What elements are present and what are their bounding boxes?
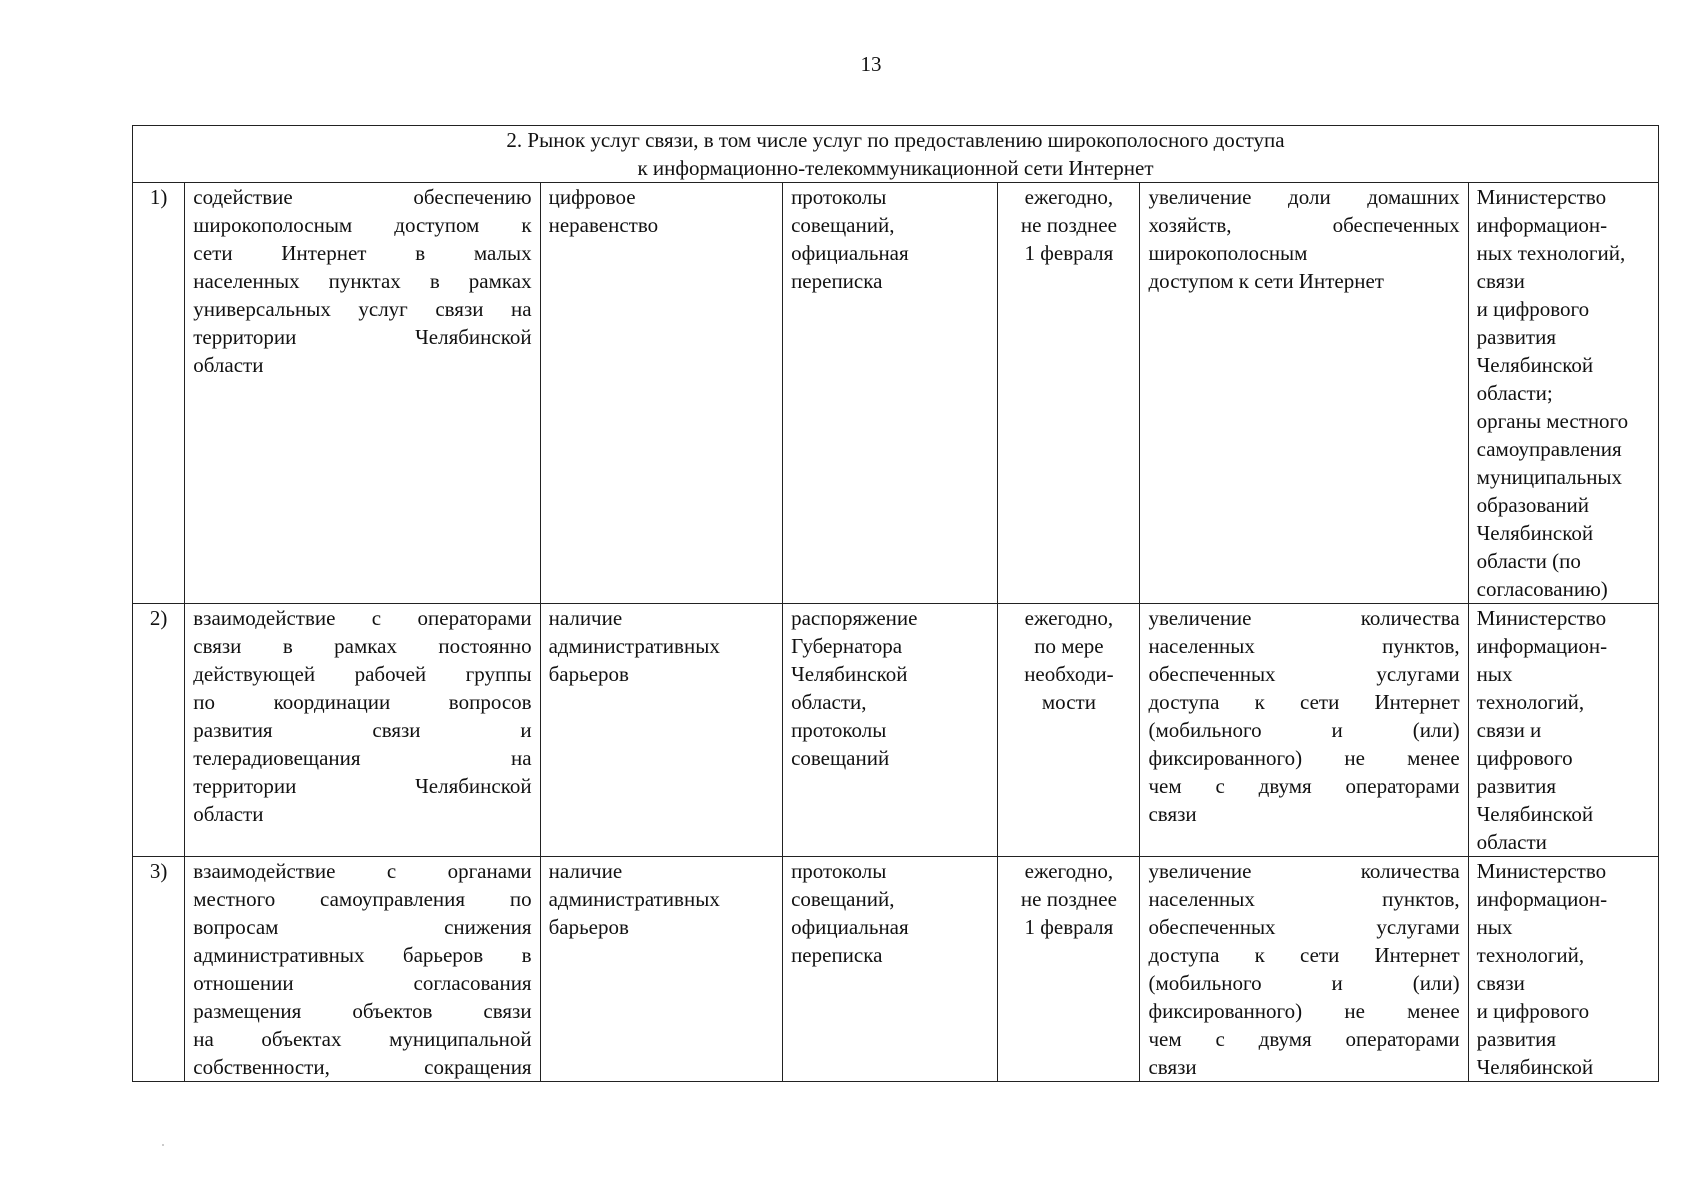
cell-line: фиксированного) не менее — [1148, 999, 1460, 1023]
cell-line: органы местного — [1476, 409, 1629, 433]
cell-line: фиксированного) не менее — [1148, 746, 1460, 770]
cell-line: и цифрового — [1476, 999, 1590, 1023]
cell-line: Челябинской — [1476, 353, 1594, 377]
action-cell — [185, 604, 540, 857]
cell-line: наличие — [548, 606, 623, 630]
cell-line: информацион- — [1476, 213, 1608, 237]
cell-line: протоколы — [791, 718, 887, 742]
period-cell — [998, 604, 1140, 857]
row-number-cell: 3) — [133, 857, 185, 1082]
cell-line: Челябинской — [1476, 1055, 1594, 1079]
cell-line: обеспеченных услугами — [1148, 915, 1460, 939]
cell-line: переписка — [791, 269, 883, 293]
cell-line: населенных пунктов, — [1148, 634, 1460, 658]
cell-line: по координации вопросов — [193, 690, 532, 714]
cell-line: области — [193, 802, 264, 826]
cell-line: доступа к сети Интернет — [1148, 943, 1460, 967]
action-cell — [185, 183, 540, 604]
cell-line: 1 февраля — [1024, 915, 1114, 939]
cell-line: технологий, — [1476, 690, 1585, 714]
cell-line: по мере — [1034, 634, 1104, 658]
cell-line: совещаний — [791, 746, 890, 770]
cell-line: действующей рабочей группы — [193, 662, 532, 686]
cell-line: связи в рамках постоянно — [193, 634, 532, 658]
responsible-cell — [1468, 604, 1658, 857]
cell-line: переписка — [791, 943, 883, 967]
cell-line: взаимодействие с операторами — [193, 606, 532, 630]
cell-line: неравенство — [548, 213, 659, 237]
cell-line: телерадиовещания на — [193, 746, 532, 770]
result-cell — [1140, 857, 1468, 1082]
cell-line: собственности, сокращения — [193, 1055, 532, 1079]
cell-line: муниципальных — [1476, 465, 1623, 489]
scan-speck — [162, 1144, 164, 1146]
problem-cell — [540, 604, 782, 857]
section-title — [133, 126, 1659, 183]
cell-line: образований — [1476, 493, 1590, 517]
cell-line: Челябинской — [1476, 521, 1594, 545]
cell-line: содействие обеспечению — [193, 185, 532, 209]
cell-line: развития — [1476, 1027, 1557, 1051]
cell-line: связи — [1476, 269, 1525, 293]
table-row — [133, 183, 1659, 604]
cell-line: ных — [1476, 915, 1513, 939]
measures-table — [132, 125, 1659, 1082]
cell-line: Челябинской — [1476, 802, 1594, 826]
cell-line: чем с двумя операторами — [1148, 1027, 1460, 1051]
cell-line: связи и — [1476, 718, 1542, 742]
cell-line: развития связи и — [193, 718, 532, 742]
cell-line: цифрового — [1476, 746, 1573, 770]
cell-line: не позднее — [1020, 887, 1117, 911]
table-row — [133, 604, 1659, 857]
cell-line: барьеров — [548, 915, 629, 939]
cell-line: широкополосным — [1148, 241, 1308, 265]
cell-line: развития — [1476, 325, 1557, 349]
cell-line: территории Челябинской — [193, 325, 532, 349]
cell-line: увеличение количества — [1148, 606, 1460, 630]
cell-line: официальная — [791, 915, 909, 939]
cell-line: (мобильного и (или) — [1148, 718, 1460, 742]
result-cell — [1140, 183, 1468, 604]
cell-line: ных технологий, — [1476, 241, 1626, 265]
cell-line: связи — [1148, 802, 1197, 826]
cell-line: области (по — [1476, 549, 1581, 573]
cell-line: самоуправления — [1476, 437, 1622, 461]
cell-line: взаимодействие с органами — [193, 859, 532, 883]
cell-line: наличие — [548, 859, 623, 883]
cell-line: связи — [1148, 1055, 1197, 1079]
cell-line: увеличение доли домашних — [1148, 185, 1460, 209]
cell-line: согласованию) — [1476, 577, 1608, 601]
cell-line: информацион- — [1476, 634, 1608, 658]
cell-line: обеспеченных услугами — [1148, 662, 1460, 686]
cell-line: области; — [1476, 381, 1553, 405]
cell-line: хозяйств, обеспеченных — [1148, 213, 1460, 237]
cell-line: области — [193, 353, 264, 377]
section-header-row — [133, 126, 1659, 183]
cell-line: размещения объектов связи — [193, 999, 532, 1023]
cell-line: доступом к сети Интернет — [1148, 269, 1384, 293]
cell-line: местного самоуправления по — [193, 887, 532, 911]
cell-line: Губернатора — [791, 634, 903, 658]
cell-line: и цифрового — [1476, 297, 1590, 321]
table-row — [133, 857, 1659, 1082]
action-cell — [185, 857, 540, 1082]
cell-line: административных барьеров в — [193, 943, 532, 967]
cell-line: широкополосным доступом к — [193, 213, 532, 237]
cell-line: доступа к сети Интернет — [1148, 690, 1460, 714]
row-number-cell: 2) — [133, 604, 185, 857]
cell-line: 1 февраля — [1024, 241, 1114, 265]
cell-line: информацион- — [1476, 887, 1608, 911]
cell-line: чем с двумя операторами — [1148, 774, 1460, 798]
cell-line: области, — [791, 690, 867, 714]
cell-line: ных — [1476, 662, 1513, 686]
cell-line: цифровое — [548, 185, 636, 209]
result-cell — [1140, 604, 1468, 857]
responsible-cell — [1468, 183, 1658, 604]
cell-line: (мобильного и (или) — [1148, 971, 1460, 995]
cell-line: распоряжение — [791, 606, 918, 630]
cell-line: увеличение количества — [1148, 859, 1460, 883]
cell-line: связи — [1476, 971, 1525, 995]
cell-line: области — [1476, 830, 1547, 854]
document-cell — [783, 857, 998, 1082]
cell-line: не позднее — [1020, 213, 1117, 237]
problem-cell — [540, 857, 782, 1082]
cell-line: вопросам снижения — [193, 915, 532, 939]
cell-line: протоколы — [791, 859, 887, 883]
period-cell — [998, 857, 1140, 1082]
cell-line: универсальных услуг связи на — [193, 297, 532, 321]
row-number-cell: 1) — [133, 183, 185, 604]
responsible-cell — [1468, 857, 1658, 1082]
cell-line: сети Интернет в малых — [193, 241, 532, 265]
cell-line: совещаний, — [791, 887, 895, 911]
cell-line: административных — [548, 887, 720, 911]
period-cell — [998, 183, 1140, 604]
cell-line: на объектах муниципальной — [193, 1027, 532, 1051]
cell-line: населенных пунктов, — [1148, 887, 1460, 911]
cell-line: Министерство — [1476, 185, 1607, 209]
cell-line: населенных пунктах в рамках — [193, 269, 532, 293]
cell-line: административных — [548, 634, 720, 658]
cell-line: ежегодно, — [1024, 185, 1114, 209]
document-cell — [783, 183, 998, 604]
cell-line: мости — [1041, 690, 1096, 714]
cell-line: барьеров — [548, 662, 629, 686]
cell-line: территории Челябинской — [193, 774, 532, 798]
cell-line: протоколы — [791, 185, 887, 209]
cell-line: необходи- — [1024, 662, 1114, 686]
section-title-line: 2. Рынок услуг связи, в том числе услуг по предоставлению широкополосного доступа — [506, 128, 1285, 152]
problem-cell — [540, 183, 782, 604]
cell-line: ежегодно, — [1024, 606, 1114, 630]
cell-line: развития — [1476, 774, 1557, 798]
section-title-line: к информационно-телекоммуникационной сети Интернет — [637, 156, 1154, 180]
cell-line: официальная — [791, 241, 909, 265]
cell-line: совещаний, — [791, 213, 895, 237]
cell-line: Челябинской — [791, 662, 908, 686]
document-cell — [783, 604, 998, 857]
cell-line: Министерство — [1476, 859, 1607, 883]
cell-line: Министерство — [1476, 606, 1607, 630]
cell-line: технологий, — [1476, 943, 1585, 967]
cell-line: ежегодно, — [1024, 859, 1114, 883]
page-number: 13 — [860, 52, 882, 76]
cell-line: отношении согласования — [193, 971, 532, 995]
